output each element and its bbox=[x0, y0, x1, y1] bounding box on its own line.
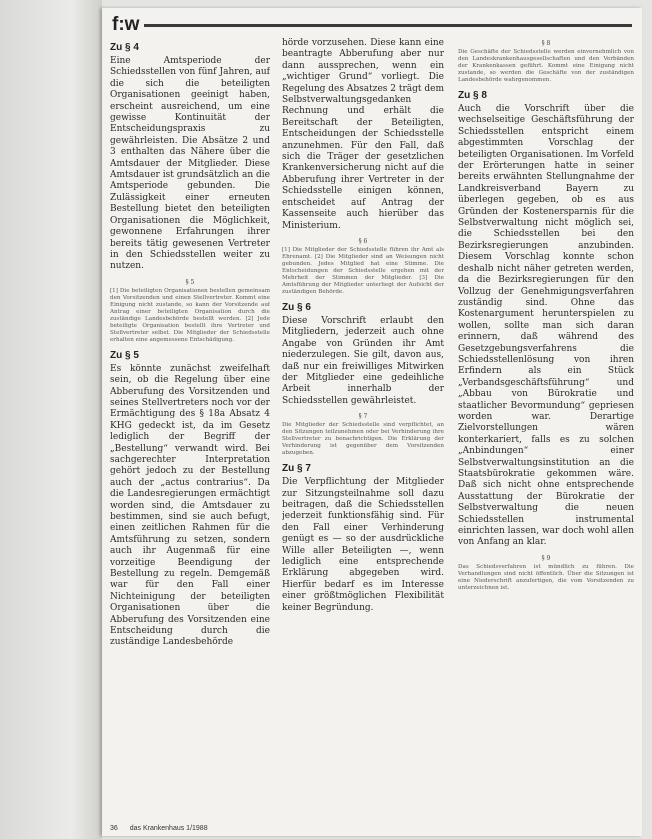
column-middle bbox=[282, 38, 444, 620]
column-left bbox=[110, 38, 270, 655]
section-text-5-continued: hörde vorzusehen. Diese kann eine beantragte Abberufung aber nur dann aussprechen, wenn ein „wichtiger Grund“ vorliegt. Die Regelung des Absatzes 2 trägt dem Selbstverwaltungsgedanken Rechnung und erhält die Bereitschaft der Beteiligten, Entscheidungen der Schiedsstelle anzunehmen. Für den Fall, daß sich die Träger der gesetzlichen Krankenversicherung nicht auf die Abberufung ihrer Vertreter in der Schiedsstelle einigen können, entscheidet auf Antrag der Kassenseite auch hierüber das Ministerium. bbox=[282, 38, 444, 231]
section-heading-6: Zu § 6 bbox=[282, 301, 311, 313]
header-rule bbox=[144, 24, 632, 27]
section-text-8: Auch die Vorschrift über die wechselseitige Geschäftsführung der Schiedsstellen entspricht einem abgestimmten Vorschlag der beteiligten Organisationen. Im Vorfeld der Erörterungen hatte in seiner bereits erwähnten Stellungnahme der Landkreisverband Bayern zu überlegen gegeben, ob es aus Gründen der Kostenersparnis für die Selbstverwaltung nicht möglich sei, die Schiedsstellen bei den Bezirksregierungen anzubinden. Diesem Vorschlag konnte schon deshalb nicht näher getreten werden, da die Bezirksregierungen für den Vollzug der Genehmigungsverfahren zuständig sind. Ohne das Kostenargument herunterspielen zu wollen, sollte man sich daran erinnern, daß während des Gesetzgebungsverfahrens die Schiedsstellenlösung von ihren Erfindern als ein Stück „Verbandsgeschäftsführung“ und „Abbau von Bürokratie und staatlicher Bevormundung“ gepriesen worden war. Derartige Zielvorstellungen wären konterkariert, falls es zu solchen „Anbindungen“ einer Selbstverwaltungsinstitution an die Staatsbürokratie gekommen wäre. Daß sich nicht ohne entsprechende Ausstattung der Bürokratie der Selbstverwaltung die neuen Schiedsstellen instrumental einrichten lassen, war doch wohl allen von Anfang an klar. bbox=[458, 104, 634, 548]
footnote-title-6: § 6 bbox=[358, 237, 368, 245]
page-number: 36 bbox=[110, 825, 118, 832]
section-heading-7: Zu § 7 bbox=[282, 463, 311, 475]
footnote-text-6: [1] Die Mitglieder der Schiedsstelle führen ihr Amt als Ehrenamt. [2] Die Mitglieder sind an Weisungen nicht gebunden. Jedes Mitglied hat eine Stimme. Die Entscheidungen der Schiedsstelle ergehen mit der Mehrheit der Stimmen der Mitglieder. [3] Die Amtsführung der Mitglieder unterliegt der Aufsicht der zuständigen Behörde. bbox=[282, 246, 444, 295]
section-text-6: Diese Vorschrift erlaubt den Mitgliedern, jederzeit auch ohne Angabe von Gründen ihr Amt niederzulegen. Sie gilt, davon aus, daß nur ein freiwilliges Mitwirken der Mitglieder eine gedeihliche Arbeit innerhalb der Schiedsstellen gewährleistet. bbox=[282, 315, 444, 406]
footnote-text-8: Die Geschäfte der Schiedsstelle werden einvernehmlich von den Landeskrankenhausgesellschaften und den Verbänden der Krankenkassen geführt. Kommt eine Einigung nicht zustande, so werden die Geschäfte von der zuständigen Landesbehörde wahrgenommen. bbox=[458, 49, 634, 83]
footnote-title-5: § 5 bbox=[185, 278, 195, 286]
column-right bbox=[458, 38, 634, 598]
book-spine bbox=[0, 0, 102, 839]
section-text-7: Die Verpflichtung der Mitglieder zur Sitzungsteilnahme soll dazu beitragen, daß die Schiedsstellen jederzeit funktionsfähig sind. Für den Fall einer Verhinderung genügt es — so der ausdrückliche Wille aller Beteiligten —, wenn lediglich eine entsprechende Erklärung abgegeben wird. Hierfür bedarf es im Interesse einer größtmöglichen Flexibilität keiner Begründung. bbox=[282, 477, 444, 613]
document-page bbox=[102, 8, 642, 836]
page-footer bbox=[110, 825, 218, 832]
footnote-text-5: [1] Die beteiligten Organisationen bestellen gemeinsam den Vorsitzenden und einen Stellvertreter. Kommt eine Einigung nicht zustande, so kann der Vorsitzende auf Antrag einer beteiligten Organisation durch die zuständige Landesbehörde bestellt werden. [2] Jede beteiligte Organisation bestellt ihre Vertreter und Stellvertreter selbst. Die Mitglieder der Schiedsstelle erhalten eine angemessene Entschädigung. bbox=[110, 287, 270, 343]
section-heading-5: Zu § 5 bbox=[110, 349, 139, 361]
section-text-5: Es könnte zunächst zweifelhaft sein, ob die Regelung über eine Abberufung des Vorsitzenden und seines Stellvertreters noch vor der Ermächtigung des § 18a Absatz 4 KHG gedeckt ist, da im Gesetz lediglich der Begriff der „Bestellung“ verwandt wird. Bei sachgerechter Interpretation gehört jedoch zu der Bestellung auch der „actus contrarius“. Da die Landesregierungen ermächtigt worden sind, die Amtsdauer zu bestimmen, sind sie auch befugt, einen zeitlichen Rahmen für die Amtsführung zu setzen, sondern auch ihr Augenmaß für eine vorzeitige Beendigung der Bestellung zu regeln. Demgemäß war für den Fall einer Nichteinigung der beteiligten Organisationen über die Abberufung des Vorsitzenden eine Entscheidung durch die zuständige Landesbehörde bbox=[110, 363, 270, 648]
footnote-title-8: § 8 bbox=[541, 40, 551, 47]
journal-logo: f:w bbox=[112, 14, 140, 35]
footnote-title-9: § 9 bbox=[541, 554, 551, 562]
journal-issue: das Krankenhaus 1/1988 bbox=[129, 825, 208, 832]
footnote-title-7: § 7 bbox=[358, 413, 368, 421]
section-heading-4: Zu § 4 bbox=[110, 42, 139, 53]
footnote-text-7: Die Mitglieder der Schiedsstelle sind verpflichtet, an den Sitzungen teilzunehmen oder bei Verhinderung ihre Stellvertreter zu benachrichtigen. Die Erklärung der Verhinderung ist gegenüber dem Vorsitzenden abzugeben. bbox=[282, 422, 444, 457]
section-heading-8: Zu § 8 bbox=[458, 90, 487, 101]
footnote-text-9: Das Schiedsverfahren ist mündlich zu führen. Die Verhandlungen sind nicht öffentlich. Über die Sitzungen ist eine Niederschrift anzufertigen, die vom Vorsitzenden zu unterzeichnen ist. bbox=[458, 563, 634, 591]
section-text-4: Eine Amtsperiode der Schiedsstellen von fünf Jahren, auf die sich die beteiligten Organisationen geeinigt haben, erscheint ausreichend, um eine gewisse Kontinuität der Entscheidungspraxis zu gewährleisten. Die Absätze 2 und 3 enthalten das Nähere über die Amtsdauer der Mitglieder. Diese Amtsdauer ist grundsätzlich an die Amtsperiode gebunden. Die Zulässigkeit einer erneuten Bestellung bietet den beteiligten Organisationen die Möglichkeit, gewonnene Erfahrungen ihrer bereits tätig gewesenen Vertreter in den Schiedsstellen weiter zu nutzen. bbox=[110, 56, 270, 272]
